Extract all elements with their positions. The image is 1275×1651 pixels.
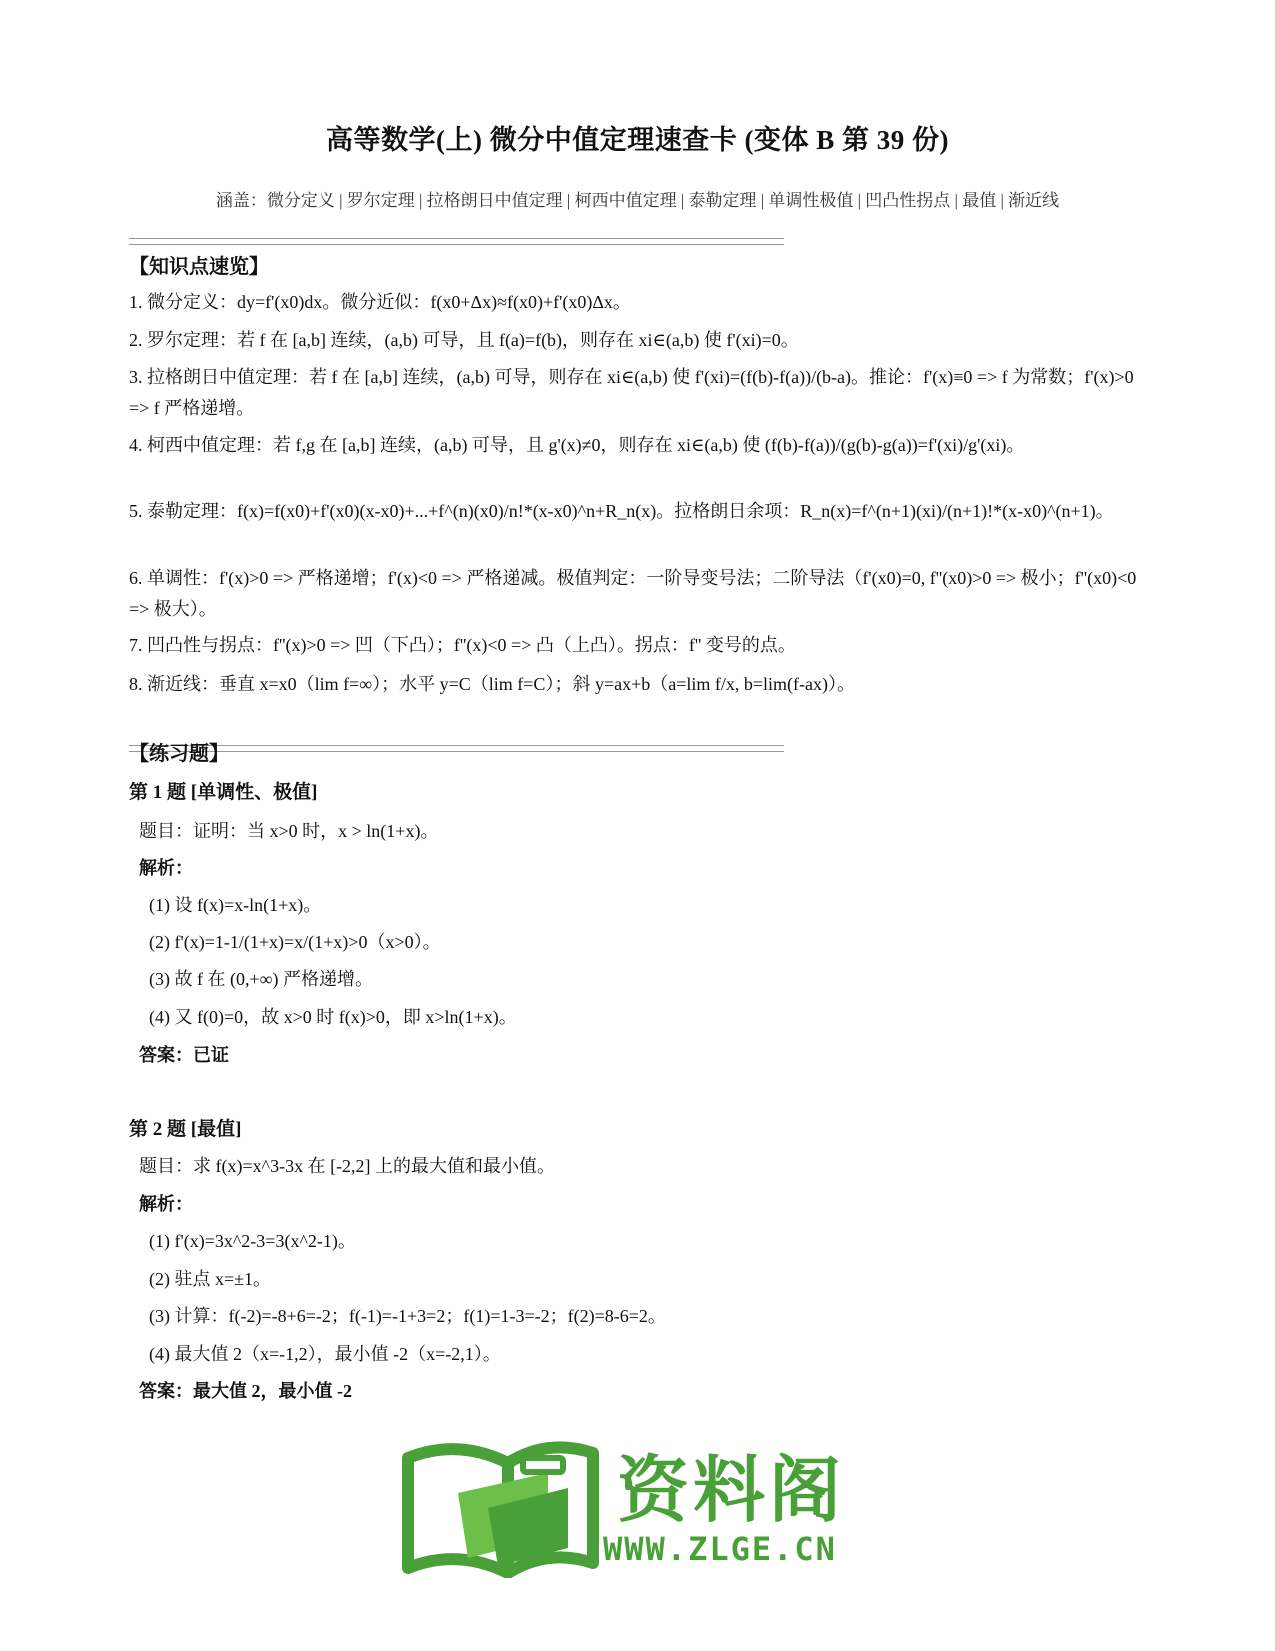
question-1-title: 第 1 题 [单调性、极值] [129,782,318,803]
knowledge-item: 2. 罗尔定理：若 f 在 [a,b] 连续，(a,b) 可导，且 f(a)=f(b)，则存在 xi∈(a,b) 使 f'(xi)=0。 [129,330,799,350]
page-subtitle: 涵盖：微分定义 | 罗尔定理 | 拉格朗日中值定理 | 柯西中值定理 | 泰勒定理 | 单调性极值 | 凹凸性拐点 | 最值 | 渐近线 [215,191,1060,210]
question-2-text: 题目：求 f(x)=x^3-3x 在 [-2,2] 上的最大值和最小值。 [139,1156,556,1176]
question-2-analysis-label: 解析： [139,1194,193,1214]
question-1-analysis-label: 解析： [139,858,193,878]
knowledge-item: 5. 泰勒定理：f(x)=f(x0)+f'(x0)(x-x0)+...+f^(n)(x0)/n!*(x-x0)^n+R_n(x)。拉格朗日余项：R_n(x)=f^(n+1)(xi)/(n+1)!*(x-x0)^(n+1)。 [129,501,1114,521]
knowledge-heading: 【知识点速览】 [129,256,269,278]
knowledge-item: 8. 渐近线：垂直 x=x0（lim f=∞）；水平 y=C（lim f=C）；斜 y=ax+b（a=lim f/x, b=lim(f-ax)）。 [129,674,855,694]
page-title: 高等数学(上) 微分中值定理速查卡 (变体 B 第 39 份) [326,125,949,155]
knowledge-item: 3. 拉格朗日中值定理：若 f 在 [a,b] 连续，(a,b) 可导，则存在 xi∈(a,b) 使 f'(xi)=(f(b)-f(a))/(b-a)。推论：f'(x)≡0 => f 为常数；f'(x)>0 => f 严格递增。 [129,367,1134,418]
knowledge-item: 1. 微分定义：dy=f'(x0)dx。微分近似：f(x0+Δx)≈f(x0)+f'(x0)Δx。 [129,292,631,312]
watermark-url: WWW.ZLGE.CN [603,1530,837,1568]
question-2-answer: 答案：最大值 2，最小值 -2 [139,1381,352,1401]
knowledge-item: 6. 单调性：f'(x)>0 => 严格递增；f'(x)<0 => 严格递减。极值判定：一阶导变号法；二阶导法（f'(x0)=0, f''(x0)>0 => 极小；f''(x0)<0 => 极大）。 [129,568,1137,619]
question-1-step: (4) 又 f(0)=0，故 x>0 时 f(x)>0，即 x>ln(1+x)。 [149,1007,517,1027]
watermark-name: 资料阁 [617,1448,846,1532]
question-1-text: 题目：证明：当 x>0 时，x > ln(1+x)。 [139,821,439,841]
knowledge-item: 4. 柯西中值定理：若 f,g 在 [a,b] 连续，(a,b) 可导，且 g'(x)≠0，则存在 xi∈(a,b) 使 (f(b)-f(a))/(g(b)-g(a))=f'(xi)/g'(xi)。 [129,435,1025,455]
question-2-step: (2) 驻点 x=±1。 [149,1269,272,1289]
question-2-step: (4) 最大值 2（x=-1,2），最小值 -2（x=-2,1）。 [149,1344,501,1364]
question-1-step: (1) 设 f(x)=x-ln(1+x)。 [149,895,322,915]
knowledge-item: 7. 凹凸性与拐点：f''(x)>0 => 凹（下凸）；f''(x)<0 => 凸（上凸）。拐点：f'' 变号的点。 [129,635,796,655]
question-2-step: (1) f'(x)=3x^2-3=3(x^2-1)。 [149,1231,356,1251]
question-2-step: (3) 计算：f(-2)=-8+6=-2；f(-1)=-1+3=2；f(1)=1-3=-2；f(2)=8-6=2。 [149,1306,666,1326]
question-1-step: (3) 故 f 在 (0,+∞) 严格递增。 [149,969,373,989]
divider-top [129,238,784,245]
question-1-step: (2) f'(x)=1-1/(1+x)=x/(1+x)>0（x>0）。 [149,932,441,952]
question-1-answer: 答案：已证 [139,1045,229,1065]
question-2-title: 第 2 题 [最值] [129,1119,242,1140]
practice-heading: 【练习题】 [129,743,229,765]
